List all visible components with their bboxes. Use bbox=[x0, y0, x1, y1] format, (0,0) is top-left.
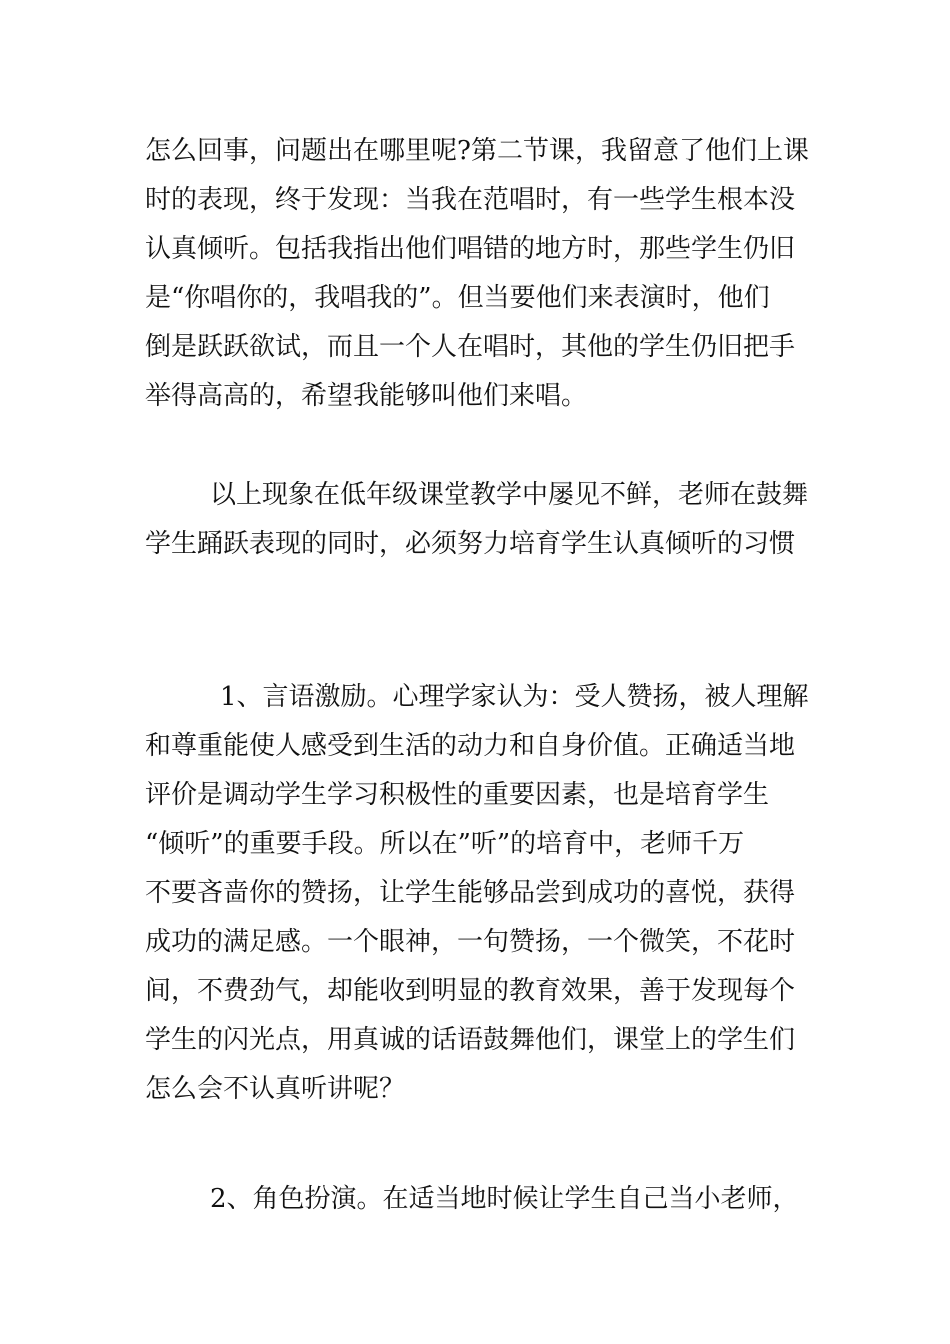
text-line: 学生踊跃表现的同时，必须努力培育学生认真倾听的习惯 bbox=[145, 529, 796, 559]
text-line: 2、角色扮演。在适当地时候让学生自己当小老师， bbox=[210, 1184, 799, 1214]
text-line: 不要吝啬你的赞扬，让学生能够品尝到成功的喜悦，获得 bbox=[145, 878, 796, 908]
text-line: 以上现象在低年级课堂教学中屡见不鲜，老师在鼓舞 bbox=[210, 480, 809, 510]
text-line: 间，不费劲气，却能收到明显的教育效果，善于发现每个 bbox=[145, 976, 796, 1006]
text-line: 评价是调动学生学习积极性的重要因素，也是培育学生 bbox=[145, 780, 770, 810]
text-line: 举得高高的，希望我能够叫他们来唱。 bbox=[145, 381, 588, 411]
text-line: 成功的满足感。一个眼神，一句赞扬，一个微笑，不花时 bbox=[145, 927, 796, 957]
text-line: 认真倾听。包括我指出他们唱错的地方时，那些学生仍旧 bbox=[145, 234, 796, 264]
text-line: 怎么会不认真听讲呢？ bbox=[145, 1074, 406, 1104]
text-line: 学生的闪光点，用真诚的话语鼓舞他们，课堂上的学生们 bbox=[145, 1025, 796, 1055]
text-line: 倒是跃跃欲试，而且一个人在唱时，其他的学生仍旧把手 bbox=[145, 332, 796, 362]
text-line: 是“你唱你的，我唱我的”。但当要他们来表演时，他们 bbox=[145, 283, 770, 313]
text-line: 1、言语激励。心理学家认为：受人赞扬，被人理解 bbox=[220, 682, 809, 712]
text-line: “倾听”的重要手段。所以在”听”的培育中，老师千万 bbox=[145, 829, 745, 859]
text-line: 怎么回事，问题出在哪里呢?第二节课，我留意了他们上课 bbox=[145, 136, 809, 166]
text-line: 和尊重能使人感受到生活的动力和自身价值。正确适当地 bbox=[145, 731, 796, 761]
text-line: 时的表现，终于发现：当我在范唱时，有一些学生根本没 bbox=[145, 185, 796, 215]
